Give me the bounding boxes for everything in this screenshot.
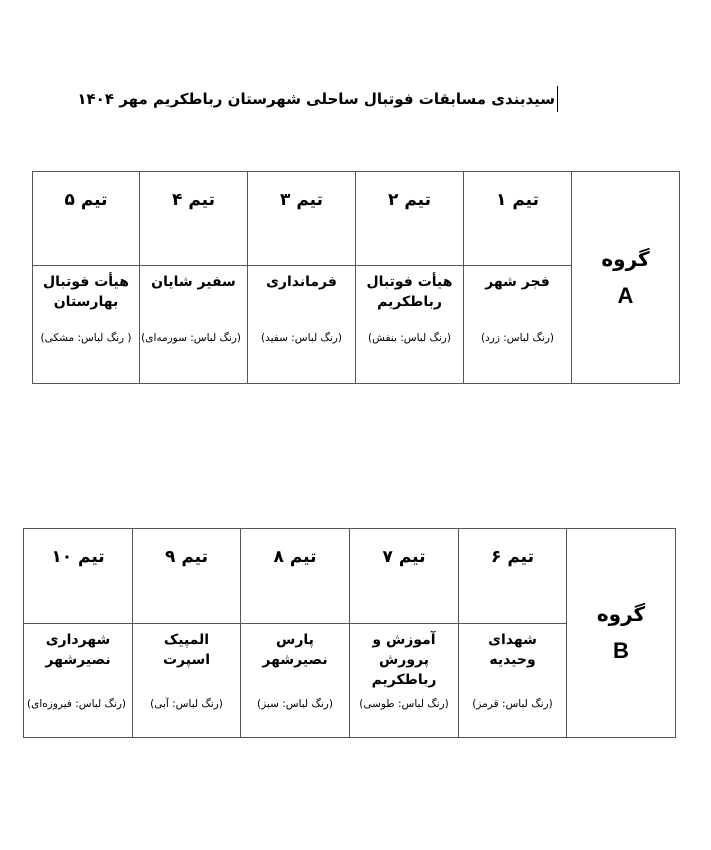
team-name: هیأت فوتبال بهارستان bbox=[43, 274, 129, 310]
team-cell-7 bbox=[350, 624, 459, 738]
team-kit-color: (رنگ لباس: سفید) bbox=[261, 332, 342, 344]
group-a-label-cell bbox=[572, 172, 680, 384]
team-cell-4 bbox=[140, 266, 248, 384]
team-cell-9 bbox=[133, 624, 241, 738]
group-letter: A bbox=[617, 282, 634, 308]
team-kit-color: ( رنگ لباس: مشکی) bbox=[40, 332, 132, 344]
team-name: شهدای وحیدیه bbox=[488, 632, 537, 668]
group-label: گروه bbox=[601, 246, 650, 271]
team-header-1: تیم ۱ bbox=[464, 172, 572, 266]
team-header-8: تیم ۸ bbox=[241, 529, 350, 624]
team-kit-color: (رنگ لباس: آبی) bbox=[150, 698, 223, 710]
team-name: شهرداری نصیرشهر bbox=[45, 632, 111, 668]
team-name: سفیر شایان bbox=[151, 274, 236, 290]
group-b-table bbox=[23, 528, 676, 738]
team-header-5: تیم ۵ bbox=[33, 172, 140, 266]
team-cell-2 bbox=[356, 266, 464, 384]
team-kit-color: (رنگ لباس: فیروزه‌ای) bbox=[27, 698, 126, 710]
team-cell-10 bbox=[24, 624, 133, 738]
team-header-2: تیم ۲ bbox=[356, 172, 464, 266]
team-kit-color: (رنگ لباس: زرد) bbox=[481, 332, 554, 344]
team-name: فجر شهر bbox=[485, 274, 550, 290]
team-cell-5 bbox=[33, 266, 140, 384]
group-a-table bbox=[32, 171, 680, 384]
team-name: پارس نصیرشهر bbox=[262, 632, 328, 668]
team-cell-6 bbox=[459, 624, 567, 738]
group-b-label-cell bbox=[567, 529, 676, 738]
group-label: گروه bbox=[596, 602, 646, 626]
team-cell-3 bbox=[248, 266, 356, 384]
document-title: سیدبندی مسابقات فوتبال ساحلی شهرستان رباطکریم مهر ۱۴۰۴ bbox=[150, 86, 558, 112]
team-kit-color: (رنگ لباس: قرمز) bbox=[472, 698, 553, 710]
team-name: هیأت فوتبال رباطکریم bbox=[366, 274, 453, 310]
team-cell-8 bbox=[241, 624, 350, 738]
team-header-10: تیم ۱۰ bbox=[24, 529, 133, 624]
team-header-9: تیم ۹ bbox=[133, 529, 241, 624]
team-kit-color: (رنگ لباس: طوسی) bbox=[359, 698, 449, 710]
team-header-6: تیم ۶ bbox=[459, 529, 567, 624]
team-name: فرمانداری bbox=[266, 274, 337, 290]
team-name: آموزش و پرورش رباطکریم bbox=[371, 632, 437, 688]
team-kit-color: (رنگ لباس: سورمه‌ای) bbox=[141, 332, 241, 344]
team-name: المپیک اسپرت bbox=[162, 632, 211, 668]
team-kit-color: (رنگ لباس: سبز) bbox=[257, 698, 333, 710]
group-letter: B bbox=[613, 638, 629, 663]
team-header-3: تیم ۳ bbox=[248, 172, 356, 266]
team-header-7: تیم ۷ bbox=[350, 529, 459, 624]
team-cell-1 bbox=[464, 266, 572, 384]
team-kit-color: (رنگ لباس: بنفش) bbox=[368, 332, 451, 344]
team-header-4: تیم ۴ bbox=[140, 172, 248, 266]
